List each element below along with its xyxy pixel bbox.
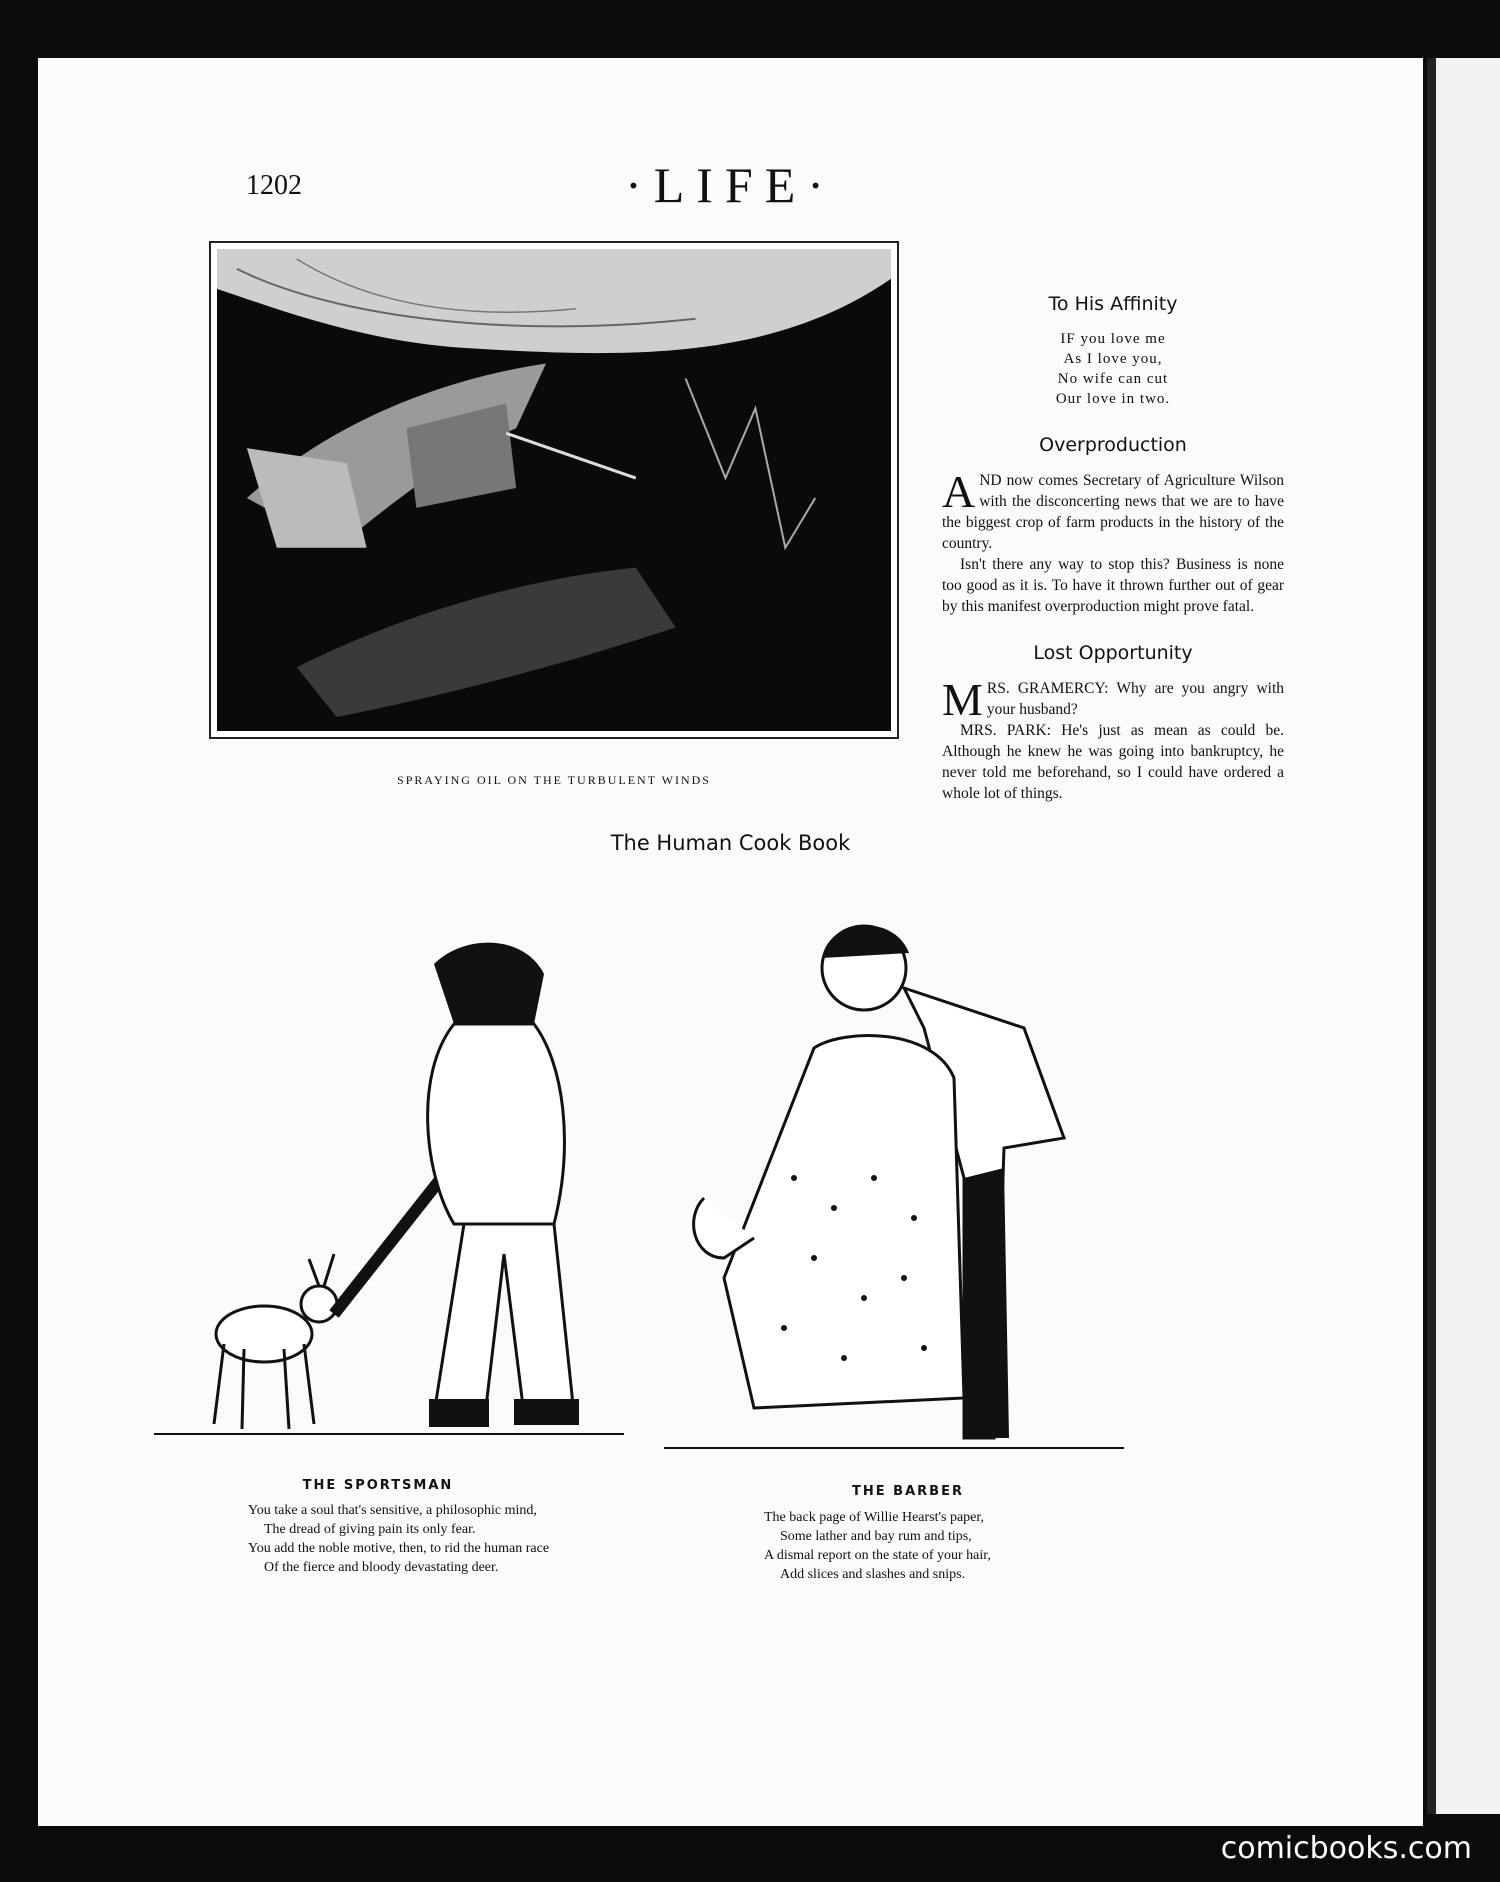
magazine-page <box>38 58 1423 1826</box>
masthead: ·LIFE· <box>625 157 836 213</box>
barber-title: THE BARBER <box>852 1484 964 1499</box>
page-number: 1202 <box>246 170 302 201</box>
barber-verse <box>764 1508 1104 1584</box>
cookbook-title: The Human Cook Book <box>610 831 851 855</box>
text-column <box>942 294 1284 804</box>
drop-cap: M <box>942 674 983 725</box>
overproduction-title: Overproduction <box>1039 434 1187 456</box>
poem-line: No wife can cut <box>1057 371 1169 387</box>
poem-line: IF you love me <box>1060 331 1166 347</box>
lost-opportunity-article <box>942 674 1284 804</box>
sportsman-drawing <box>154 894 624 1454</box>
overproduction-paragraph-2: Isn't there any way to stop this? Business is none too good as it is. To have it thrown further out of gear by this manifest overproduction might prove fatal. <box>942 556 1284 615</box>
affinity-title: To His Affinity <box>1048 293 1178 315</box>
verse-line: The back page of Willie Hearst's paper, <box>764 1510 984 1525</box>
airship-illustration <box>217 249 891 731</box>
site-watermark: comicbooks.com <box>1220 1831 1472 1866</box>
lost-opportunity-paragraph-1: RS. GRAMERCY: Why are you angry with your husband? <box>986 680 1284 718</box>
overproduction-paragraph-1: ND now comes Secretary of Agriculture Wilson with the disconcerting news that we are to have the biggest crop of farm products in the history of the country. <box>942 472 1284 552</box>
overproduction-article <box>942 466 1284 617</box>
barber-illustration <box>664 878 1124 1468</box>
sportsman-verse <box>248 1501 608 1577</box>
poem-line: As I love you, <box>1063 351 1163 367</box>
verse-line: The dread of giving pain its only fear. <box>264 1522 476 1537</box>
affinity-poem <box>942 329 1284 409</box>
adjacent-page-edge <box>1436 58 1500 1814</box>
drop-cap: A <box>942 466 976 517</box>
poem-line: Our love in two. <box>1055 391 1171 407</box>
verse-line: You take a soul that's sensitive, a philosophic mind, <box>248 1503 537 1518</box>
airship-cartoon-caption: SPRAYING OIL ON THE TURBULENT WINDS <box>397 773 711 787</box>
verse-line: Add slices and slashes and snips. <box>780 1567 966 1582</box>
verse-line: Of the fierce and bloody devastating deer. <box>264 1560 499 1575</box>
barber-drawing <box>664 878 1124 1468</box>
sportsman-illustration <box>154 894 624 1454</box>
airship-cartoon <box>209 241 899 739</box>
sportsman-title: THE SPORTSMAN <box>302 1478 454 1493</box>
lost-opportunity-paragraph-2: MRS. PARK: He's just as mean as could be. Although he knew he was going into bankruptcy, he never told me beforehand, so I could have ordered a whole lot of things. <box>942 722 1284 802</box>
verse-line: A dismal report on the state of your hair, <box>764 1548 991 1563</box>
verse-line: You add the noble motive, then, to rid the human race <box>248 1541 550 1556</box>
lost-opportunity-title: Lost Opportunity <box>1033 642 1193 664</box>
verse-line: Some lather and bay rum and tips, <box>780 1529 972 1544</box>
